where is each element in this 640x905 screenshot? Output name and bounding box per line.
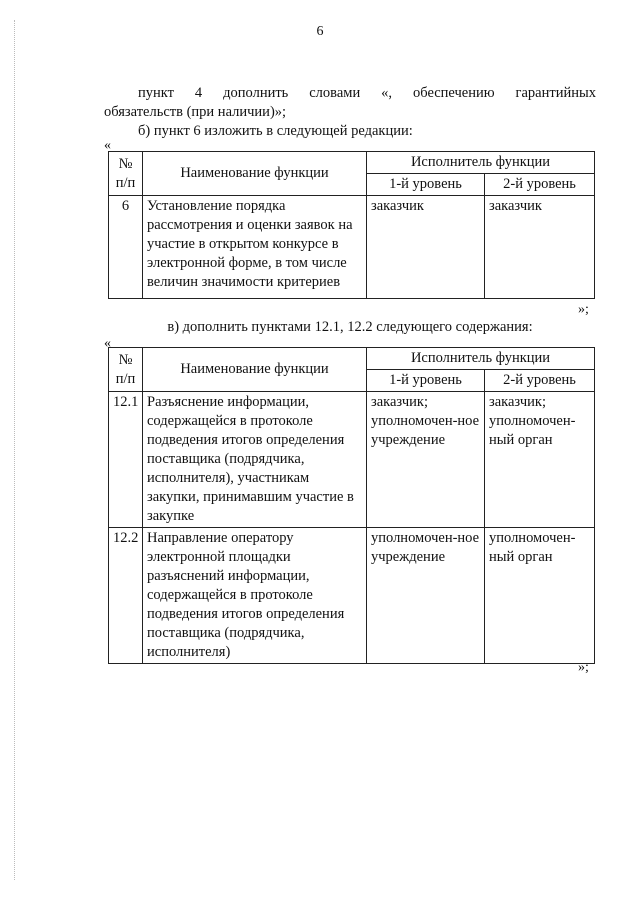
functions-table-1 xyxy=(108,151,595,299)
col-header-number: № п/п xyxy=(109,348,143,392)
col-header-number: № п/п xyxy=(109,152,143,196)
table-row xyxy=(109,392,595,528)
row-level-2: заказчик xyxy=(485,196,595,299)
row-level-1: заказчик; уполномочен-ное учреждение xyxy=(367,392,485,528)
row-number: 12.2 xyxy=(109,528,143,664)
col-header-function-name: Наименование функции xyxy=(143,152,367,196)
open-quote-2: « xyxy=(104,336,111,351)
col-header-executor: Исполнитель функции xyxy=(367,348,595,370)
row-level-1: заказчик xyxy=(367,196,485,299)
paragraph-b: б) пункт 6 изложить в следующей редакции: xyxy=(138,123,413,139)
row-function-name: Разъяснение информации, содержащейся в протоколе подведения итогов определения поставщика (подрядчика, исполнителя), участникам закупки, принимавшим участие в закупке xyxy=(143,392,367,528)
page-number: 6 xyxy=(316,24,324,39)
row-level-1: уполномочен-ное учреждение xyxy=(367,528,485,664)
close-quote-2: »; xyxy=(578,660,589,675)
row-function-name: Установление порядка рассмотрения и оценки заявок на участие в открытом конкурсе в электронной форме, в том числе величин значимости критериев xyxy=(143,196,367,299)
col-header-level-2: 2-й уровень xyxy=(485,370,595,392)
row-number: 6 xyxy=(109,196,143,299)
table-row xyxy=(109,528,595,664)
functions-table-2 xyxy=(108,347,595,664)
row-level-2: заказчик; уполномочен-ный орган xyxy=(485,392,595,528)
paragraph-a-line2: обязательств (при наличии)»; xyxy=(104,104,287,120)
paragraph-a-line1: пункт 4 дополнить словами «, обеспечению гарантийных xyxy=(138,85,596,101)
row-function-name: Направление оператору электронной площадки разъяснений информации, содержащейся в протоколе подведения итогов определения поставщика (подрядчика, исполнителя) xyxy=(143,528,367,664)
row-number: 12.1 xyxy=(109,392,143,528)
open-quote-1: « xyxy=(104,138,111,153)
col-header-level-1: 1-й уровень xyxy=(367,174,485,196)
col-header-level-1: 1-й уровень xyxy=(367,370,485,392)
col-header-executor: Исполнитель функции xyxy=(367,152,595,174)
table-row xyxy=(109,196,595,299)
scan-margin-line xyxy=(14,20,15,880)
col-header-level-2: 2-й уровень xyxy=(485,174,595,196)
paragraph-c: в) дополнить пунктами 12.1, 12.2 следующего содержания: xyxy=(167,319,533,335)
row-level-2: уполномочен-ный орган xyxy=(485,528,595,664)
close-quote-1: »; xyxy=(578,302,589,317)
col-header-function-name: Наименование функции xyxy=(143,348,367,392)
